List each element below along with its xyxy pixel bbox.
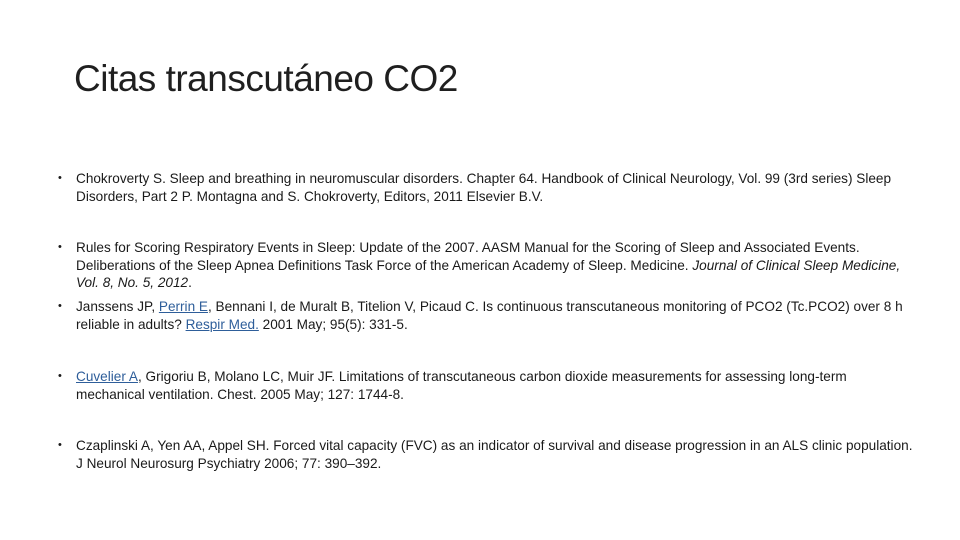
reference-text: Rules for Scoring Respiratory Events in Sleep: Update of the 2007. AASM Manual for the Scoring of Sleep and Associated Events. Deliberations of the Sleep Apnea Definitions Task Force of the American Academy of Sleep. Medicine. [76, 240, 860, 273]
slide-title: Citas transcutáneo CO2 [74, 58, 458, 99]
reference-text: Janssens JP, [76, 299, 159, 314]
bullet-icon: • [58, 370, 62, 382]
reference-text: Czaplinski A, Yen AA, Appel SH. Forced vital capacity (FVC) as an indicator of survival and disease progression in an ALS clinic population. J Neurol Neurosurg Psychiatry 2006; 77: 390–392. [76, 438, 913, 471]
reference-item-janssens [58, 298, 916, 333]
journal-link-respir-med[interactable]: Respir Med. [185, 316, 259, 332]
author-link-perrin[interactable]: Perrin E [158, 299, 208, 314]
reference-text: Chokroverty S. Sleep and breathing in neuromuscular disorders. Chapter 64. Handbook of Clinical Neurology, Vol. 99 (3rd series) Sleep Disorders, Part 2 P. Montagna and S. Chokroverty, Editors, 2011 Elsevier B.V. [76, 171, 892, 204]
reference-text-end: . [188, 275, 192, 290]
reference-text-end: 2001 May; 95(5): 331-5. [258, 316, 408, 332]
reference-item-aasm [58, 239, 916, 292]
reference-text-middle: , Bennani I, de Muralt B, Titelion V, Picaud C. Is continuous transcutaneous monitoring of PCO2 (Tc.PCO2) over 8 h reliable in adults? [76, 299, 903, 332]
reference-item-chokroverty [58, 170, 916, 205]
bullet-icon: • [58, 439, 62, 451]
bullet-icon: • [58, 300, 62, 312]
bullet-icon: • [58, 172, 62, 184]
bullet-icon: • [58, 241, 62, 253]
reference-item-czaplinski [58, 437, 916, 472]
reference-item-cuvelier [58, 368, 916, 403]
reference-text: , Grigoriu B, Molano LC, Muir JF. Limitations of transcutaneous carbon dioxide measurements for assessing long-term mechanical ventilation. Chest. 2005 May; 127: 1744-8. [76, 369, 847, 402]
reference-journal: Journal of Clinical Sleep Medicine, Vol. 8, No. 5, 2012 [76, 257, 901, 290]
author-link-cuvelier[interactable]: Cuvelier A [76, 369, 138, 384]
